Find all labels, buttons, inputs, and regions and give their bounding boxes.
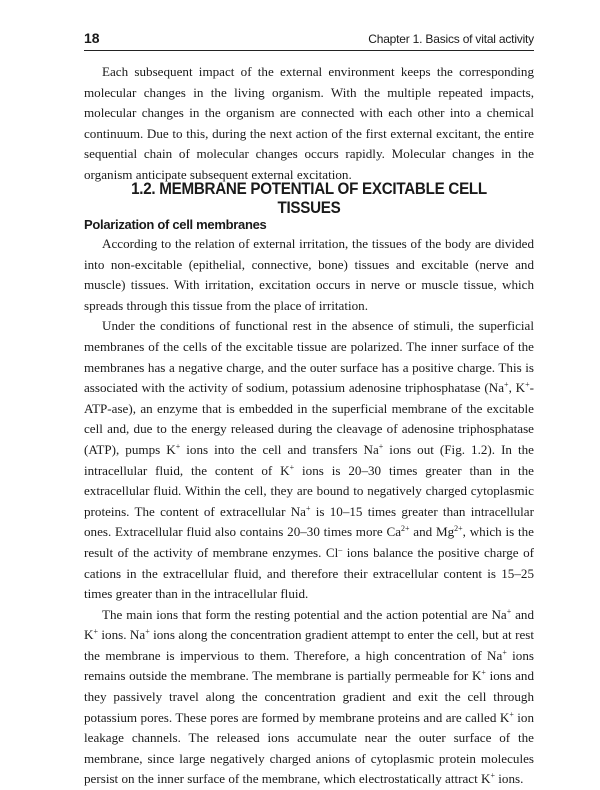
subsection-title: Polarization of cell membranes [84,217,267,232]
intro-text-block [84,62,534,186]
main-text-block [84,234,534,790]
page-number: 18 [84,30,100,46]
paragraph-resting-potential-ions: The main ions that form the resting potential and the action potential are Na+ and K+ ions. Na+ ions along the concentration gradient attempt to enter the cell, but at rest the membrane is impervious to them. Therefore, a high concentration of Na+ ions remains outside the membrane. The membrane is partially permeable for K+ ions and they passively travel along the concentration gradient and exit the cell through potassium pores. These pores are formed by membrane proteins and are called K+ ion leakage channels. The released ions accumulate near the outer surface of the membrane, since large negatively charged anions of cytoplasmic protein molecules persist on the inner surface of the membrane, which electrostatically attract K+ ions. [84,606,535,787]
section-title: 1.2. MEMBRANE POTENTIAL OF EXCITABLE CELL TISSUES [131,180,487,217]
running-header [84,30,534,51]
paragraph-tissue-classification: According to the relation of external irritation, the tissues of the body are divided into non-excitable (epithelial, connective, bone) tissues and excitable (nerve and muscle) tissues. With irritation, excitation occurs in nerve or muscle tissue, which spreads through this tissue from the place of irritation. [84,236,534,313]
running-head-title: Chapter 1. Basics of vital activity [368,32,534,46]
intro-paragraph: Each subsequent impact of the external environment keeps the corresponding molecular changes in the living organism. With the multiple repeated impacts, molecular changes in the organism are connected with each other into a chemical continuum. Due to this, during the next action of the first external excitant, the entire sequential chain of molecular changes occurs rapidly. Molecular changes in the organism anticipate subsequent external excitation. [84,64,534,182]
paragraph-membrane-polarization: Under the conditions of functional rest in the absence of stimuli, the superficial membranes of the cells of the excitable tissue are polarized. The inner surface of the membranes has a negative charge, and the outer surface has a positive charge. This is associated with the activity of sodium, potassium adenosine triphosphatase (Na+, K+-ATP-ase), an enzyme that is embedded in the superficial membrane of the excitable cell and, due to the energy released during the cleavage of adenosine triphosphatase (ATP), pumps K+ ions into the cell and transfers Na+ ions out (Fig. 1.2). In the intracellular fluid, the content of K+ ions is 20–30 times greater than in the extracellular fluid. Within the cell, they are bound to negatively charged cytoplasmic proteins. The content of extracellular Na+ is 10–15 times greater than intracellular ones. Extracellular fluid also contains 20–30 times more $Ca^{2+}$ and $Mg^{2+}$, which is the result of the activity of membrane enzymes. Cl– ions balance the positive charge of cations in the extracellular fluid, and therefore their extracellular content is 15–25 times greater than in the intracellular fluid. [84,318,535,602]
